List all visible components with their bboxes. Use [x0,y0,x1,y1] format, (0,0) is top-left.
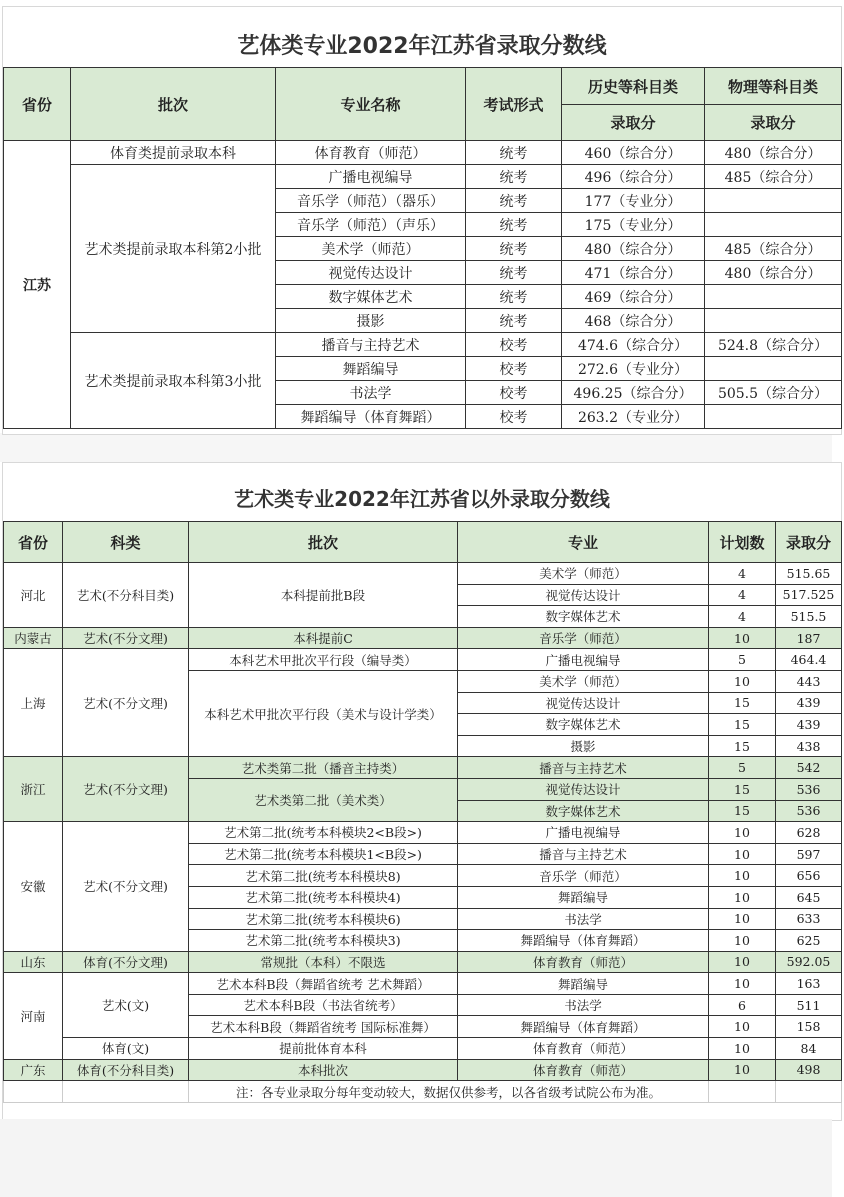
batch-cell: 本科艺术甲批次平行段（编导类） [189,649,458,671]
major-cell: 舞蹈编导（体育舞蹈） [458,930,709,952]
table-row [4,951,842,973]
score-cell: 439 [776,692,842,714]
exam-cell: 校考 [466,405,562,429]
table-row [4,333,842,357]
physics-score-cell: 524.8（综合分） [705,333,842,357]
plan-cell: 10 [709,670,776,692]
batch-cell: 艺术本科B段（舞蹈省统考 国际标准舞） [189,1016,458,1038]
batch-cell: 艺术第二批(统考本科模块1<B段>) [189,843,458,865]
exam-cell: 校考 [466,333,562,357]
plan-cell: 4 [709,606,776,628]
batch-cell: 艺术类第二批（播音主持类） [189,757,458,779]
header-history-score: 录取分 [562,105,705,141]
plan-cell: 10 [709,822,776,844]
header-history: 历史等科目类 [562,68,705,105]
physics-score-cell: 485（综合分） [705,237,842,261]
province-cell: 安徽 [4,822,63,952]
batch-cell: 艺术第二批(统考本科模块4) [189,886,458,908]
plan-cell: 10 [709,1059,776,1081]
history-score-cell: 474.6（综合分） [562,333,705,357]
batch-cell: 本科批次 [189,1059,458,1081]
batch-cell: 艺术类提前录取本科第3小批 [71,333,276,429]
plan-cell: 15 [709,692,776,714]
plan-cell: 10 [709,627,776,649]
batch-cell: 艺术第二批(统考本科模块2<B段>) [189,822,458,844]
province-cell: 江苏 [4,141,71,429]
header-physics-score: 录取分 [705,105,842,141]
batch-cell: 本科艺术甲批次平行段（美术与设计学类） [189,670,458,756]
batch-cell: 本科提前C [189,627,458,649]
major-cell: 视觉传达设计 [458,778,709,800]
header-major: 专业名称 [276,68,466,141]
province-cell: 河北 [4,563,63,628]
batch-cell: 艺术类提前录取本科第2小批 [71,165,276,333]
batch-cell: 本科提前批B段 [189,563,458,628]
batch-cell: 艺术第二批(统考本科模块6) [189,908,458,930]
category-cell: 体育(不分文理) [63,951,189,973]
history-score-cell: 496.25（综合分） [562,381,705,405]
major-cell: 体育教育（师范） [458,951,709,973]
score-cell: 656 [776,865,842,887]
score-cell: 517.525 [776,584,842,606]
history-score-cell: 480（综合分） [562,237,705,261]
exam-cell: 统考 [466,261,562,285]
score-cell: 542 [776,757,842,779]
score-cell: 84 [776,1038,842,1060]
exam-cell: 统考 [466,189,562,213]
score-cell: 597 [776,843,842,865]
score-cell: 633 [776,908,842,930]
plan-cell: 10 [709,973,776,995]
major-cell: 摄影 [276,309,466,333]
major-cell: 视觉传达设计 [276,261,466,285]
score-cell: 515.5 [776,606,842,628]
note-blank-cell [776,1081,842,1103]
exam-cell: 统考 [466,285,562,309]
batch-cell: 艺术本科B段（书法省统考） [189,994,458,1016]
major-cell: 美术学（师范） [458,563,709,585]
batch-cell: 艺术第二批(统考本科模块8) [189,865,458,887]
major-cell: 舞蹈编导（体育舞蹈） [458,1016,709,1038]
major-cell: 数字媒体艺术 [276,285,466,309]
province-cell: 山东 [4,951,63,973]
score-cell: 625 [776,930,842,952]
plan-cell: 15 [709,800,776,822]
history-score-cell: 460（综合分） [562,141,705,165]
history-score-cell: 469（综合分） [562,285,705,309]
history-score-cell: 468（综合分） [562,309,705,333]
physics-score-cell: 505.5（综合分） [705,381,842,405]
major-cell: 音乐学（师范） [458,627,709,649]
major-cell: 舞蹈编导 [458,886,709,908]
score-cell: 439 [776,714,842,736]
category-cell: 体育(不分科目类) [63,1059,189,1081]
score-cell: 443 [776,670,842,692]
major-cell: 数字媒体艺术 [458,800,709,822]
major-cell: 音乐学（师范）（器乐） [276,189,466,213]
physics-score-cell [705,213,842,237]
physics-score-cell: 480（综合分） [705,141,842,165]
major-cell: 美术学（师范） [458,670,709,692]
plan-cell: 10 [709,886,776,908]
category-cell: 艺术(不分文理) [63,757,189,822]
category-cell: 艺术(文) [63,973,189,1038]
section-gap [0,433,832,462]
major-cell: 书法学 [458,908,709,930]
header-plan: 计划数 [709,522,776,563]
other-provinces-table-title: 艺术类专业2022年江苏省以外录取分数线 [234,487,610,511]
other-provinces-score-card [2,462,842,1121]
header-major: 专业 [458,522,709,563]
major-cell: 摄影 [458,735,709,757]
score-cell: 536 [776,800,842,822]
note-text: 注：各专业录取分每年变动较大，数据仅供参考，以各省级考试院公布为准。 [189,1081,709,1103]
history-score-cell: 263.2（专业分） [562,405,705,429]
plan-cell: 15 [709,735,776,757]
batch-cell: 提前批体育本科 [189,1038,458,1060]
major-cell: 播音与主持艺术 [276,333,466,357]
score-cell: 158 [776,1016,842,1038]
table-row [4,1059,842,1081]
header-exam-type: 考试形式 [466,68,562,141]
note-row [4,1081,842,1103]
batch-cell: 艺术第二批(统考本科模块3) [189,930,458,952]
plan-cell: 10 [709,1016,776,1038]
plan-cell: 4 [709,563,776,585]
plan-cell: 10 [709,951,776,973]
category-cell: 艺术(不分文理) [63,822,189,952]
score-cell: 515.65 [776,563,842,585]
category-cell: 艺术(不分科目类) [63,563,189,628]
major-cell: 广播电视编导 [458,822,709,844]
history-score-cell: 496（综合分） [562,165,705,189]
jiangsu-score-card [2,6,842,435]
exam-cell: 统考 [466,309,562,333]
major-cell: 舞蹈编导 [276,357,466,381]
province-cell: 广东 [4,1059,63,1081]
score-cell: 628 [776,822,842,844]
major-cell: 体育教育（师范） [458,1059,709,1081]
table-row [4,141,842,165]
header-batch: 批次 [189,522,458,563]
major-cell: 广播电视编导 [458,649,709,671]
plan-cell: 5 [709,649,776,671]
batch-cell: 艺术类第二批（美术类） [189,778,458,821]
score-cell: 163 [776,973,842,995]
physics-score-cell [705,357,842,381]
table-row [4,649,842,671]
major-cell: 体育教育（师范） [276,141,466,165]
major-cell: 音乐学（师范）（声乐） [276,213,466,237]
plan-cell: 15 [709,714,776,736]
province-cell: 内蒙古 [4,627,63,649]
plan-cell: 10 [709,908,776,930]
header-score: 录取分 [776,522,842,563]
major-cell: 视觉传达设计 [458,692,709,714]
major-cell: 舞蹈编导 [458,973,709,995]
jiangsu-score-table [3,67,842,429]
major-cell: 播音与主持艺术 [458,757,709,779]
plan-cell: 10 [709,1038,776,1060]
table-row [4,627,842,649]
major-cell: 舞蹈编导（体育舞蹈） [276,405,466,429]
other-provinces-score-table [3,521,842,1103]
score-cell: 187 [776,627,842,649]
score-cell: 536 [776,778,842,800]
batch-cell: 常规批（本科）不限选 [189,951,458,973]
category-cell: 艺术(不分文理) [63,649,189,757]
plan-cell: 10 [709,930,776,952]
major-cell: 书法学 [276,381,466,405]
province-cell: 浙江 [4,757,63,822]
table-row [4,165,842,189]
plan-cell: 10 [709,843,776,865]
exam-cell: 校考 [466,381,562,405]
category-cell: 艺术(不分文理) [63,627,189,649]
table-row [4,973,842,995]
table-row [4,1038,842,1060]
score-cell: 511 [776,994,842,1016]
exam-cell: 统考 [466,213,562,237]
physics-score-cell [705,285,842,309]
note-blank-cell [709,1081,776,1103]
province-cell: 上海 [4,649,63,757]
header-batch: 批次 [71,68,276,141]
header-physics: 物理等科目类 [705,68,842,105]
history-score-cell: 175（专业分） [562,213,705,237]
exam-cell: 统考 [466,237,562,261]
score-cell: 464.4 [776,649,842,671]
table-row [4,563,842,585]
plan-cell: 10 [709,865,776,887]
major-cell: 数字媒体艺术 [458,606,709,628]
exam-cell: 校考 [466,357,562,381]
physics-score-cell [705,189,842,213]
history-score-cell: 272.6（专业分） [562,357,705,381]
plan-cell: 4 [709,584,776,606]
header-province: 省份 [4,68,71,141]
note-blank-cell [4,1081,63,1103]
history-score-cell: 177（专业分） [562,189,705,213]
bottom-blank-area [0,1119,832,1197]
header-province: 省份 [4,522,63,563]
plan-cell: 5 [709,757,776,779]
physics-score-cell [705,309,842,333]
score-cell: 498 [776,1059,842,1081]
score-cell: 645 [776,886,842,908]
batch-cell: 艺术本科B段（舞蹈省统考 艺术舞蹈） [189,973,458,995]
category-cell: 体育(文) [63,1038,189,1060]
major-cell: 视觉传达设计 [458,584,709,606]
major-cell: 书法学 [458,994,709,1016]
score-cell: 438 [776,735,842,757]
history-score-cell: 471（综合分） [562,261,705,285]
physics-score-cell: 485（综合分） [705,165,842,189]
major-cell: 数字媒体艺术 [458,714,709,736]
province-cell: 河南 [4,973,63,1059]
plan-cell: 15 [709,778,776,800]
note-blank-cell [63,1081,189,1103]
table-row [4,757,842,779]
score-cell: 592.05 [776,951,842,973]
major-cell: 广播电视编导 [276,165,466,189]
table-row [4,822,842,844]
physics-score-cell [705,405,842,429]
exam-cell: 统考 [466,141,562,165]
major-cell: 美术学（师范） [276,237,466,261]
plan-cell: 6 [709,994,776,1016]
major-cell: 音乐学（师范） [458,865,709,887]
physics-score-cell: 480（综合分） [705,261,842,285]
header-category: 科类 [63,522,189,563]
major-cell: 体育教育（师范） [458,1038,709,1060]
exam-cell: 统考 [466,165,562,189]
batch-cell: 体育类提前录取本科 [71,141,276,165]
jiangsu-table-title: 艺体类专业2022年江苏省录取分数线 [237,34,607,59]
major-cell: 播音与主持艺术 [458,843,709,865]
